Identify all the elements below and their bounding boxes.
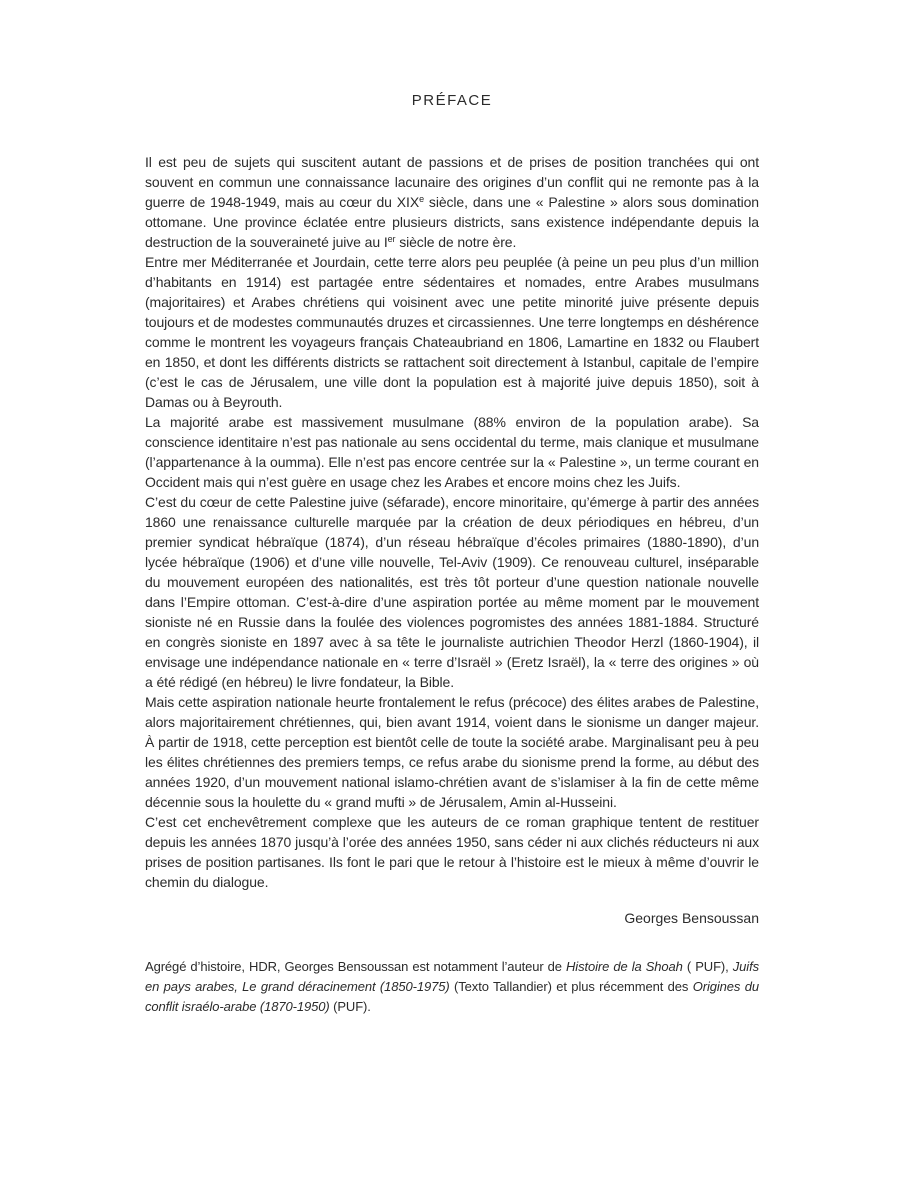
paragraph-6: C’est cet enchevêtrement complexe que les auteurs de ce roman graphique tentent de restituer depuis les années 1870 jusqu’à l’orée des années 1950, sans céder ni aux clichés réducteurs ni aux prises de position partisanes. Ils font le pari que le retour à l’histoire est le mieux à même d’ouvrir le chemin du dialogue. bbox=[145, 814, 759, 890]
paragraph-5: Mais cette aspiration nationale heurte frontalement le refus (précoce) des élites arabes de Palestine, alors majoritairement chrétiennes, qui, bien avant 1914, voient dans le sionisme un danger majeur. À partir de 1918, cette perception est bientôt celle de toute la société arabe. Marginalisant peu à peu les élites chrétiennes des premiers temps, ce refus arabe du sionisme prend la forme, au début des années 1920, d’un mouvement national islamo-chrétien avant de s’islamiser à la fin de cette même décennie sous la houlette du « grand mufti » de Jérusalem, Amin al-Husseini. bbox=[145, 694, 759, 810]
paragraph-text: Il est peu de sujets qui suscitent autant de passions et de prises de position tranchées qui ont souvent en commun une connaissance lacunaire des origines d’un conflit qui ne remonte pas à la guerre de 1948-1949, mais au cœur du XIX bbox=[145, 154, 759, 210]
author-signature: Georges Bensoussan bbox=[624, 910, 759, 926]
bio-text: (Texto Tallandier) et plus récemment des bbox=[449, 979, 693, 994]
book-title-histoire-de-la-shoah: Histoire de la Shoah bbox=[566, 959, 683, 974]
paragraph-2: Entre mer Méditerranée et Jourdain, cette terre alors peu peuplée (à peine un peu plus d’un million d’habitants en 1914) est partagée entre sédentaires et nomades, entre Arabes musulmans (majoritaires) et Arabes chrétiens qui voisinent avec une petite minorité juive présente depuis toujours et de modestes communautés druzes et circassiennes. Une terre longtemps en déshérence comme le montrent les voyageurs français Chateaubriand en 1806, Lamartine en 1832 ou Flaubert en 1850, et dont les différents districts se rattachent soit directement à Istanbul, capitale de l’empire (c’est le cas de Jérusalem, une ville dont la population est à majorité juive depuis 1850), soit à Damas ou à Beyrouth. bbox=[145, 254, 759, 410]
paragraph-4: C’est du cœur de cette Palestine juive (séfarade), encore minoritaire, qu’émerge à partir des années 1860 une renaissance culturelle marquée par la création de deux périodiques en hébreu, d’un premier syndicat hébraïque (1874), d’un réseau hébraïque d’écoles primaires (1880-1890), d’un lycée hébraïque (1906) et d’une ville nouvelle, Tel-Aviv (1909). Ce renouveau culturel, inséparable du mouvement européen des nationalités, est très tôt porteur d’une question nationale nouvelle dans l’Empire ottoman. C’est-à-dire d’une aspiration portée au même moment par le mouvement sioniste né en Russie dans la foulée des violences pogromistes des années 1881-1884. Structuré en congrès sioniste en 1897 avec à sa tête le journaliste autrichien Theodor Herzl (1860-1904), il envisage une indépendance nationale en « terre d’Israël » (Eretz Israël), la « terre des origines » où a été rédigé (en hébreu) le livre fondateur, la Bible. bbox=[145, 494, 759, 690]
paragraph-1 bbox=[145, 152, 759, 252]
bio-text: (PUF). bbox=[329, 999, 371, 1014]
preface-body bbox=[145, 152, 759, 892]
book-title-juifs-en-pays-arabes-le-grand-deracinement: Juifs en pays arabes, Le grand déracinement (1850-1975) bbox=[145, 959, 759, 994]
paragraph-3: La majorité arabe est massivement musulmane (88% environ de la population arabe). Sa conscience identitaire n’est pas nationale au sens occidental du terme, mais clanique et musulmane (l’appartenance à la oumma). Elle n’est pas encore centrée sur la « Palestine », un terme courant en Occident mais qui n’est guère en usage chez les Arabes et encore moins chez les Juifs. bbox=[145, 414, 759, 490]
bio-text: Agrégé d’histoire, HDR, Georges Bensoussan est notamment l’auteur de bbox=[145, 959, 567, 974]
superscript-er: er bbox=[387, 234, 396, 244]
paragraph-text: siècle de notre ère. bbox=[395, 234, 517, 250]
author-bio-note bbox=[145, 957, 759, 1017]
superscript-e: e bbox=[419, 194, 424, 204]
book-title-origines-du-conflit-israelo-arabe: Origines du conflit israélo-arabe (1870-1950) bbox=[145, 979, 759, 1014]
page-title: PRÉFACE bbox=[411, 92, 493, 109]
paragraph-text: siècle, dans une « Palestine » alors sous domination ottomane. Une province éclatée entre plusieurs districts, sans existence indépendante depuis la destruction de la souveraineté juive au I bbox=[145, 194, 759, 250]
bio-text: ( PUF), bbox=[682, 959, 733, 974]
